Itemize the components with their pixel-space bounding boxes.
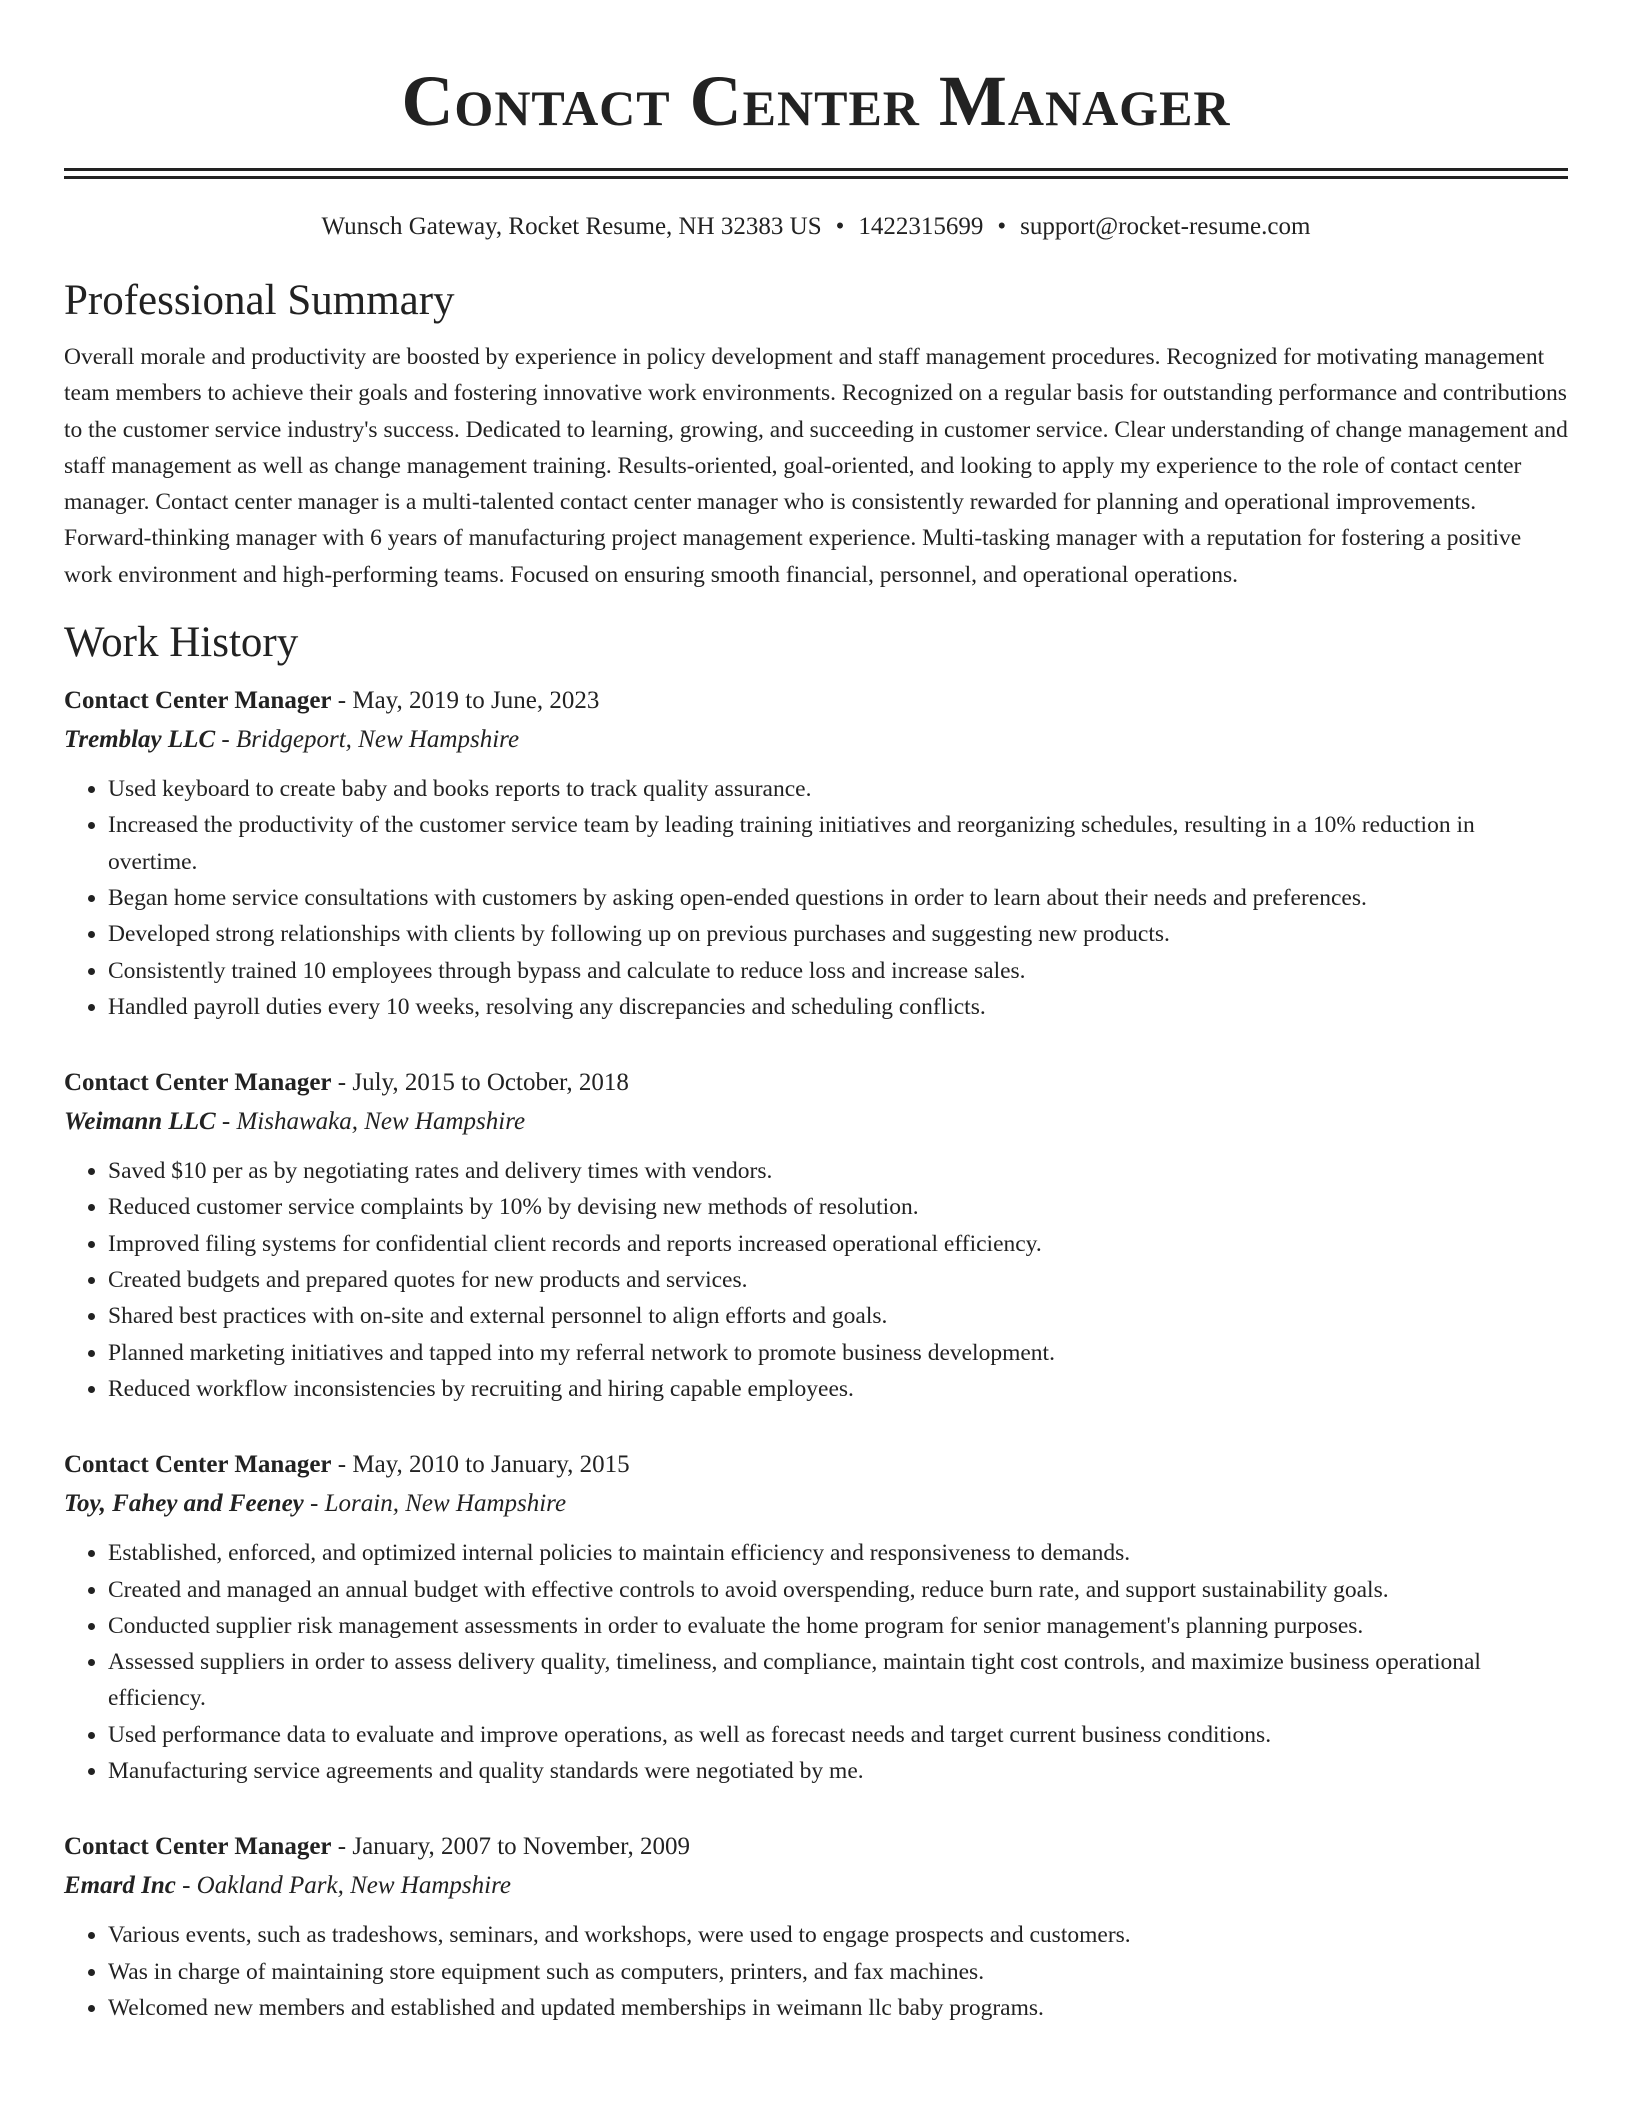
job-bullet: • Created budgets and prepared quotes for new products and services. <box>108 1262 1568 1298</box>
contact-line <box>64 211 1568 243</box>
job-bullet: • Used performance data to evaluate and improve operations, as well as forecast needs and target current business conditions. <box>108 1717 1568 1753</box>
job-bullet: • Reduced workflow inconsistencies by recruiting and hiring capable employees. <box>108 1371 1568 1407</box>
title-divider <box>64 168 1568 179</box>
contact-email: support@rocket-resume.com <box>1020 213 1311 240</box>
job-bullet: • Shared best practices with on-site and external personnel to align efforts and goals. <box>108 1298 1568 1334</box>
job-bullets <box>64 1535 1568 1789</box>
job-bullet: • Used keyboard to create baby and books reports to track quality assurance. <box>108 771 1568 807</box>
job-title-line <box>64 1445 1568 1484</box>
job-company-line <box>64 1866 1568 1905</box>
job-bullet: • Conducted supplier risk management assessments in order to evaluate the home program for senior management's planning purposes. <box>108 1608 1568 1644</box>
job-company: Toy, Fahey and Feeney <box>64 1490 304 1518</box>
job-bullet: • Established, enforced, and optimized internal policies to maintain efficiency and responsiveness to demands. <box>108 1535 1568 1571</box>
job-company-line <box>64 1484 1568 1523</box>
job-bullets <box>64 1153 1568 1407</box>
job-role: Contact Center Manager <box>64 1833 332 1861</box>
job-bullet: • Welcomed new members and established and updated memberships in weimann llc baby programs. <box>108 1990 1568 2026</box>
job-title-line <box>64 1827 1568 1866</box>
job-role: Contact Center Manager <box>64 1451 332 1479</box>
job-dates: - May, 2019 to June, 2023 <box>331 687 600 715</box>
contact-separator: • <box>835 213 845 240</box>
job-bullet: • Developed strong relationships with clients by following up on previous purchases and suggesting new products. <box>108 916 1568 952</box>
job-bullet: • Improved filing systems for confidential client records and reports increased operational efficiency. <box>108 1226 1568 1262</box>
job-entry <box>64 681 1568 1025</box>
job-role: Contact Center Manager <box>64 687 332 715</box>
job-entry <box>64 1063 1568 1407</box>
job-bullets <box>64 1917 1568 2026</box>
summary-heading: Professional Summary <box>64 277 455 324</box>
job-company: Weimann LLC <box>64 1108 216 1136</box>
summary-text: Overall morale and productivity are boosted by experience in policy development and staff management procedures. Recognized for motivating management team members to achieve their goals and fostering innovative work environments. Recognized on a regular basis for outstanding performance and contributions to the customer service industry's success. Dedicated to learning, growing, and succeeding in customer service. Clear understanding of change management and staff management as well as change management training. Results-oriented, goal-oriented, and looking to apply my experience to the role of contact center manager. Contact center manager is a multi-talented contact center manager who is consistently rewarded for planning and operational improvements. Forward-thinking manager with 6 years of manufacturing project management experience. Multi-tasking manager with a reputation for fostering a positive work environment and high-performing teams. Focused on ensuring smooth financial, personnel, and operational operations. <box>64 344 1568 588</box>
job-company: Tremblay LLC <box>64 726 216 754</box>
resume-page <box>64 0 1568 2026</box>
job-bullet: • Increased the productivity of the customer service team by leading training initiatives and reorganizing schedules, resulting in a 10% reduction in overtime. <box>108 807 1568 880</box>
job-bullet: • Various events, such as tradeshows, seminars, and workshops, were used to engage prospects and customers. <box>108 1917 1568 1953</box>
job-company-line <box>64 1102 1568 1141</box>
job-bullet: • Planned marketing initiatives and tapped into my referral network to promote business development. <box>108 1335 1568 1371</box>
job-entry <box>64 1827 1568 2026</box>
resume-title: Contact Center Manager <box>401 61 1231 141</box>
job-title-line <box>64 1063 1568 1102</box>
job-bullet: • Was in charge of maintaining store equipment such as computers, printers, and fax machines. <box>108 1954 1568 1990</box>
contact-address: Wunsch Gateway, Rocket Resume, NH 32383 US <box>321 213 822 240</box>
job-bullet: • Assessed suppliers in order to assess delivery quality, timeliness, and compliance, maintain tight cost controls, and maximize business operational efficiency. <box>108 1644 1568 1717</box>
job-title-line <box>64 681 1568 720</box>
job-entry <box>64 1445 1568 1789</box>
job-dates: - July, 2015 to October, 2018 <box>331 1069 629 1097</box>
job-location: - Mishawaka, New Hampshire <box>215 1108 526 1136</box>
job-location: - Oakland Park, New Hampshire <box>175 1872 511 1900</box>
job-bullet: • Began home service consultations with customers by asking open-ended questions in order to learn about their needs and preferences. <box>108 880 1568 916</box>
work-history-heading: Work History <box>64 619 299 667</box>
job-bullet: • Saved $10 per as by negotiating rates and delivery times with vendors. <box>108 1153 1568 1189</box>
job-bullet: • Reduced customer service complaints by 10% by devising new methods of resolution. <box>108 1189 1568 1225</box>
job-role: Contact Center Manager <box>64 1069 332 1097</box>
job-bullet: • Manufacturing service agreements and quality standards were negotiated by me. <box>108 1753 1568 1789</box>
contact-phone: 1422315699 <box>858 213 984 240</box>
job-bullet: • Handled payroll duties every 10 weeks, resolving any discrepancies and scheduling conflicts. <box>108 989 1568 1025</box>
job-bullets <box>64 771 1568 1025</box>
job-company-line <box>64 720 1568 759</box>
job-company: Emard Inc <box>64 1872 176 1900</box>
job-location: - Lorain, New Hampshire <box>303 1490 567 1518</box>
job-bullet: • Created and managed an annual budget with effective controls to avoid overspending, reduce burn rate, and support sustainability goals. <box>108 1572 1568 1608</box>
contact-separator: • <box>997 213 1007 240</box>
job-dates: - January, 2007 to November, 2009 <box>331 1833 690 1861</box>
job-dates: - May, 2010 to January, 2015 <box>331 1451 630 1479</box>
job-bullet: • Consistently trained 10 employees through bypass and calculate to reduce loss and increase sales. <box>108 953 1568 989</box>
job-location: - Bridgeport, New Hampshire <box>215 726 520 754</box>
